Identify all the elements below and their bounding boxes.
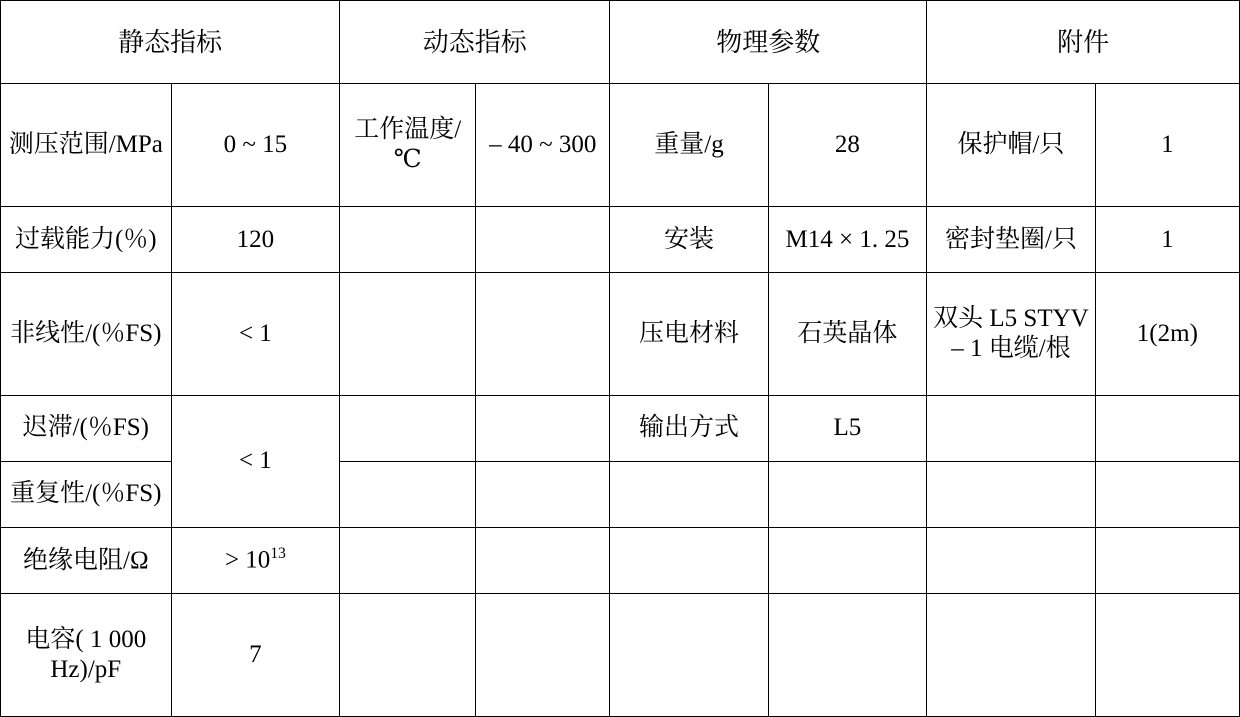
dynamic-value-cell	[476, 395, 610, 461]
physical-value-cell	[768, 527, 926, 594]
table-row	[1, 395, 1240, 461]
accessory-name-cell: 双头 L5 STYV – 1 电缆/根	[927, 273, 1096, 396]
accessory-name-cell: 保护帽/只	[927, 84, 1096, 207]
physical-value-cell	[768, 461, 926, 527]
dynamic-name-cell	[340, 206, 476, 272]
dynamic-name-cell	[340, 395, 476, 461]
static-value-base: > 10	[224, 546, 271, 574]
accessory-value-cell	[1095, 461, 1239, 527]
accessory-name-cell	[927, 594, 1096, 717]
accessory-name-cell	[927, 395, 1096, 461]
group-header-accessory: 附件	[927, 1, 1240, 84]
accessory-name-cell: 密封垫圈/只	[927, 206, 1096, 272]
static-name-cell: 迟滞/(％FS)	[1, 395, 172, 461]
dynamic-name-cell	[340, 594, 476, 717]
table-row	[1, 84, 1240, 207]
dynamic-name-cell	[340, 273, 476, 396]
dynamic-value-cell	[476, 527, 610, 594]
physical-value-cell: L5	[768, 395, 926, 461]
accessory-value-cell	[1095, 594, 1239, 717]
static-value-cell: < 1	[171, 273, 340, 396]
static-value-cell: < 1	[171, 395, 340, 527]
dynamic-value-cell	[476, 594, 610, 717]
static-value-exponent: 13	[270, 545, 286, 563]
table-row	[1, 594, 1240, 717]
accessory-value-cell: 1	[1095, 206, 1239, 272]
static-name-cell: 重复性/(％FS)	[1, 461, 172, 527]
accessory-value-cell	[1095, 395, 1239, 461]
static-value-cell: 0 ~ 15	[171, 84, 340, 207]
dynamic-value-cell	[476, 461, 610, 527]
physical-name-cell	[610, 527, 768, 594]
physical-name-cell	[610, 594, 768, 717]
accessory-value-cell: 1(2m)	[1095, 273, 1239, 396]
static-value-cell	[171, 527, 340, 594]
group-header-static: 静态指标	[1, 1, 340, 84]
accessory-name-cell	[927, 527, 1096, 594]
static-name-cell: 电容( 1 000 Hz)/pF	[1, 594, 172, 717]
physical-value-cell: 石英晶体	[768, 273, 926, 396]
group-header-physical: 物理参数	[610, 1, 927, 84]
physical-value-cell	[768, 594, 926, 717]
accessory-value-cell	[1095, 527, 1239, 594]
physical-name-cell: 压电材料	[610, 273, 768, 396]
static-value-cell: 7	[171, 594, 340, 717]
physical-value-cell: M14 × 1. 25	[768, 206, 926, 272]
table-row	[1, 527, 1240, 594]
table-row	[1, 206, 1240, 272]
physical-name-cell	[610, 461, 768, 527]
dynamic-name-cell: 工作温度/℃	[340, 84, 476, 207]
physical-value-cell: 28	[768, 84, 926, 207]
table-row	[1, 273, 1240, 396]
dynamic-name-cell	[340, 461, 476, 527]
group-header-dynamic: 动态指标	[340, 1, 610, 84]
static-name-cell: 测压范围/MPa	[1, 84, 172, 207]
accessory-value-cell: 1	[1095, 84, 1239, 207]
static-name-cell: 非线性/(％FS)	[1, 273, 172, 396]
physical-name-cell: 输出方式	[610, 395, 768, 461]
accessory-name-cell	[927, 461, 1096, 527]
dynamic-value-cell: – 40 ~ 300	[476, 84, 610, 207]
static-name-cell: 绝缘电阻/Ω	[1, 527, 172, 594]
dynamic-name-cell	[340, 527, 476, 594]
static-value-cell: 120	[171, 206, 340, 272]
dynamic-value-cell	[476, 273, 610, 396]
dynamic-value-cell	[476, 206, 610, 272]
physical-name-cell: 安装	[610, 206, 768, 272]
table-group-header-row	[1, 1, 1240, 84]
static-name-cell: 过载能力(％)	[1, 206, 172, 272]
physical-name-cell: 重量/g	[610, 84, 768, 207]
